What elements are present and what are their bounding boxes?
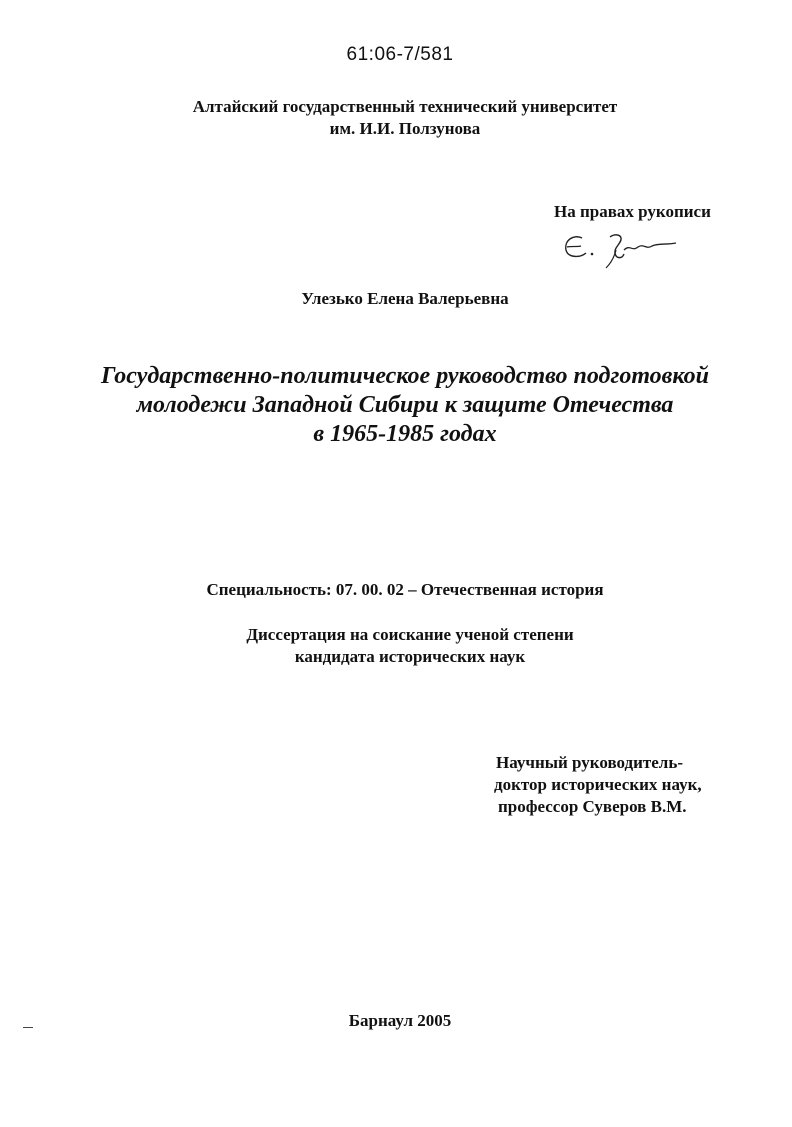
title-line: молодежи Западной Сибири к защите Отечества bbox=[136, 392, 674, 418]
author-name: Улезько Елена Валерьевна bbox=[301, 289, 509, 308]
title-line: Государственно-политическое руководство подготовкой bbox=[101, 363, 709, 389]
supervisor-name: профессор Суверов В.М. bbox=[498, 797, 687, 816]
institution-name: Алтайский государственный технический университет bbox=[192, 97, 618, 116]
city-year: Барнаул 2005 bbox=[348, 1011, 452, 1030]
degree-line: кандидата исторических наук bbox=[294, 647, 526, 666]
margin-mark bbox=[23, 1027, 33, 1028]
document-number: 61:06-7/581 bbox=[346, 44, 454, 65]
degree-line: Диссертация на соискание ученой степени bbox=[246, 625, 574, 644]
degree-block bbox=[100, 624, 720, 668]
signature-image bbox=[558, 226, 682, 270]
dissertation-title bbox=[60, 362, 750, 449]
supervisor-block bbox=[496, 752, 702, 818]
specialty-line: Специальность: 07. 00. 02 – Отечественная история bbox=[206, 580, 604, 599]
supervisor-role: Научный руководитель- bbox=[496, 753, 683, 772]
institution-block bbox=[120, 96, 690, 140]
supervisor-degree: доктор исторических наук, bbox=[494, 775, 702, 794]
title-line: в 1965-1985 годах bbox=[313, 421, 497, 447]
institution-named-after: им. И.И. Ползунова bbox=[329, 119, 481, 138]
manuscript-rights-label: На правах рукописи bbox=[554, 202, 711, 221]
